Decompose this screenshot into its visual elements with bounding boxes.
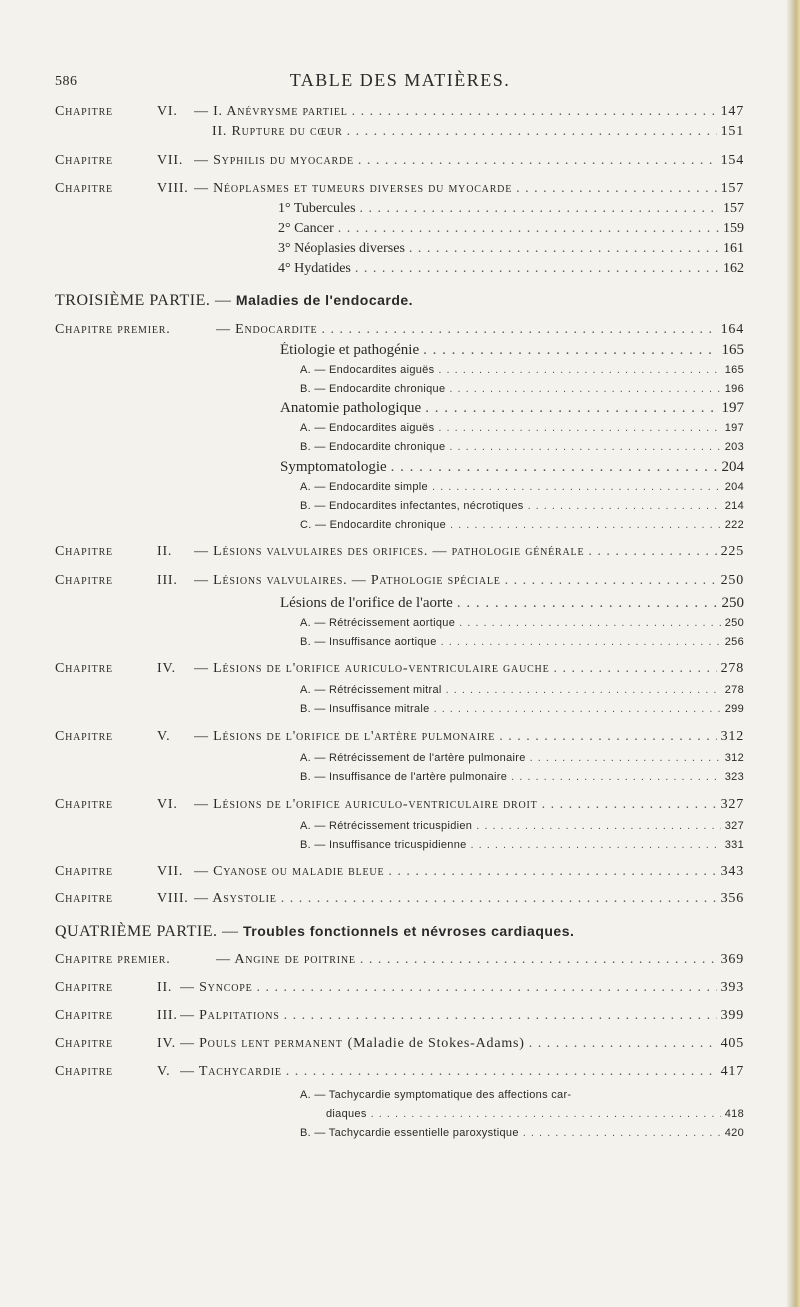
chapter-label: Chapitre	[55, 797, 113, 812]
toc-entry[interactable]: — Palpitations . . . 399	[180, 1008, 744, 1024]
chapter-roman: VII.	[157, 153, 184, 168]
toc-entry[interactable]: — Néoplasmes et tumeurs diverses du myocarde . . . 157	[194, 181, 744, 197]
chapter-label: Chapitre premier.	[55, 952, 171, 967]
running-title: TABLE DES MATIÈRES.	[289, 70, 511, 90]
toc-entry[interactable]: II. Rupture du cœur . . . 151	[212, 124, 744, 140]
toc-entry[interactable]: A. — Tachycardie symptomatique des affections car-	[300, 1089, 572, 1101]
toc-entry[interactable]: B. — Endocardites infectantes, nécrotiques . . . 214	[300, 500, 744, 512]
toc-entry[interactable]: Symptomatologie . . . 204	[280, 459, 744, 476]
chapter-roman: VI.	[157, 797, 178, 812]
toc-entry[interactable]: Anatomie pathologique . . . 197	[280, 400, 744, 417]
toc-entry[interactable]: B. — Insuffisance aortique . . . 256	[300, 636, 744, 648]
toc-entry[interactable]: A. — Rétrécissement aortique . . . 250	[300, 617, 744, 629]
chapter-label: Chapitre	[55, 980, 113, 995]
page-edge	[786, 0, 800, 1307]
chapter-label: Chapitre premier.	[55, 322, 171, 337]
toc-entry[interactable]: diaques . . . 418	[326, 1108, 744, 1120]
chapter-roman: VIII.	[157, 891, 189, 906]
chapter-roman: II.	[157, 544, 173, 559]
chapter-roman: VIII.	[157, 181, 189, 196]
toc-entry[interactable]: A. — Endocardites aiguës . . . 197	[300, 422, 744, 434]
toc-entry[interactable]: — Lésions valvulaires. — Pathologie spéciale . . . 250	[194, 573, 744, 589]
chapter-label: Chapitre	[55, 729, 113, 744]
chapter-roman: VII.	[157, 864, 184, 879]
toc-entry[interactable]: — Lésions de l'orifice auriculo-ventriculaire gauche . . . 278	[194, 661, 744, 677]
chapter-label: Chapitre	[55, 544, 113, 559]
toc-entry[interactable]: A. — Endocardite simple . . . 204	[300, 481, 744, 493]
toc-entry[interactable]: B. — Insuffisance de l'artère pulmonaire . . . 323	[300, 771, 744, 783]
toc-entry[interactable]: Lésions de l'orifice de l'aorte . . . 250	[280, 595, 744, 612]
chapter-label: Chapitre	[55, 1064, 113, 1079]
toc-entry[interactable]: — Cyanose ou maladie bleue . . . 343	[194, 864, 744, 880]
toc-entry[interactable]: — Syncope . . . 393	[180, 980, 744, 996]
chapter-label: Chapitre	[55, 573, 113, 588]
chapter-label: Chapitre	[55, 891, 113, 906]
chapter-label: Chapitre	[55, 661, 113, 676]
page-number: 586	[55, 74, 78, 89]
chapter-label: Chapitre	[55, 864, 113, 879]
chapter-label: Chapitre	[55, 1008, 113, 1023]
chapter-label: Chapitre	[55, 1036, 113, 1051]
toc-entry[interactable]: B. — Tachycardie essentielle paroxystique . . . 420	[300, 1127, 744, 1139]
chapter-roman: V.	[157, 1064, 171, 1079]
part-heading: QUATRIÈME PARTIE. — Troubles fonctionnels et névroses cardiaques.	[55, 923, 575, 940]
chapter-roman: III.	[157, 1008, 178, 1023]
toc-entry[interactable]: — Angine de poitrine . . . 369	[216, 952, 744, 968]
toc-entry[interactable]: 3° Néoplasies diverses . . . 161	[278, 241, 744, 257]
toc-entry[interactable]: — Asystolie . . . 356	[194, 891, 744, 907]
toc-entry[interactable]: A. — Endocardites aiguës . . . 165	[300, 364, 744, 376]
toc-entry[interactable]: Étiologie et pathogénie . . . 165	[280, 342, 744, 359]
chapter-label: Chapitre	[55, 104, 113, 119]
toc-entry[interactable]: 1° Tubercules . . . 157	[278, 201, 744, 217]
toc-entry[interactable]: — I. Anévrysme partiel . . . 147	[194, 104, 744, 120]
chapter-roman: VI.	[157, 104, 178, 119]
toc-entry[interactable]: A. — Rétrécissement tricuspidien . . . 327	[300, 820, 744, 832]
toc-entry[interactable]: — Tachycardie . . . 417	[180, 1064, 744, 1080]
toc-entry[interactable]: B. — Endocardite chronique . . . 203	[300, 441, 744, 453]
chapter-roman: II.	[157, 980, 173, 995]
toc-entry[interactable]: A. — Rétrécissement de l'artère pulmonaire . . . 312	[300, 752, 744, 764]
toc-entry[interactable]: — Lésions de l'orifice de l'artère pulmonaire . . . 312	[194, 729, 744, 745]
chapter-roman: IV.	[157, 661, 176, 676]
toc-entry[interactable]: — Pouls lent permanent (Maladie de Stokes-Adams) . . . 405	[180, 1036, 744, 1052]
page-header	[0, 70, 800, 94]
toc-entry[interactable]: C. — Endocardite chronique . . . 222	[300, 519, 744, 531]
toc-entry[interactable]: A. — Rétrécissement mitral . . . 278	[300, 684, 744, 696]
chapter-roman: III.	[157, 573, 178, 588]
chapter-roman: V.	[157, 729, 171, 744]
toc-entry[interactable]: — Lésions valvulaires des orifices. — pathologie générale . . . 225	[194, 544, 744, 560]
toc-entry[interactable]: — Syphilis du myocarde . . . 154	[194, 153, 744, 169]
chapter-label: Chapitre	[55, 153, 113, 168]
part-heading: TROISIÈME PARTIE. — Maladies de l'endocarde.	[55, 292, 414, 309]
toc-entry[interactable]: — Lésions de l'orifice auriculo-ventriculaire droit . . . 327	[194, 797, 744, 813]
toc-entry[interactable]: B. — Insuffisance mitrale . . . 299	[300, 703, 744, 715]
toc-entry[interactable]: 4° Hydatides . . . 162	[278, 261, 744, 277]
toc-entry[interactable]: B. — Insuffisance tricuspidienne . . . 331	[300, 839, 744, 851]
chapter-roman: IV.	[157, 1036, 176, 1051]
chapter-label: Chapitre	[55, 181, 113, 196]
toc-entry[interactable]: 2° Cancer . . . 159	[278, 221, 744, 237]
toc-entry[interactable]: B. — Endocardite chronique . . . 196	[300, 383, 744, 395]
toc-entry[interactable]: — Endocardite . . . 164	[216, 322, 744, 338]
